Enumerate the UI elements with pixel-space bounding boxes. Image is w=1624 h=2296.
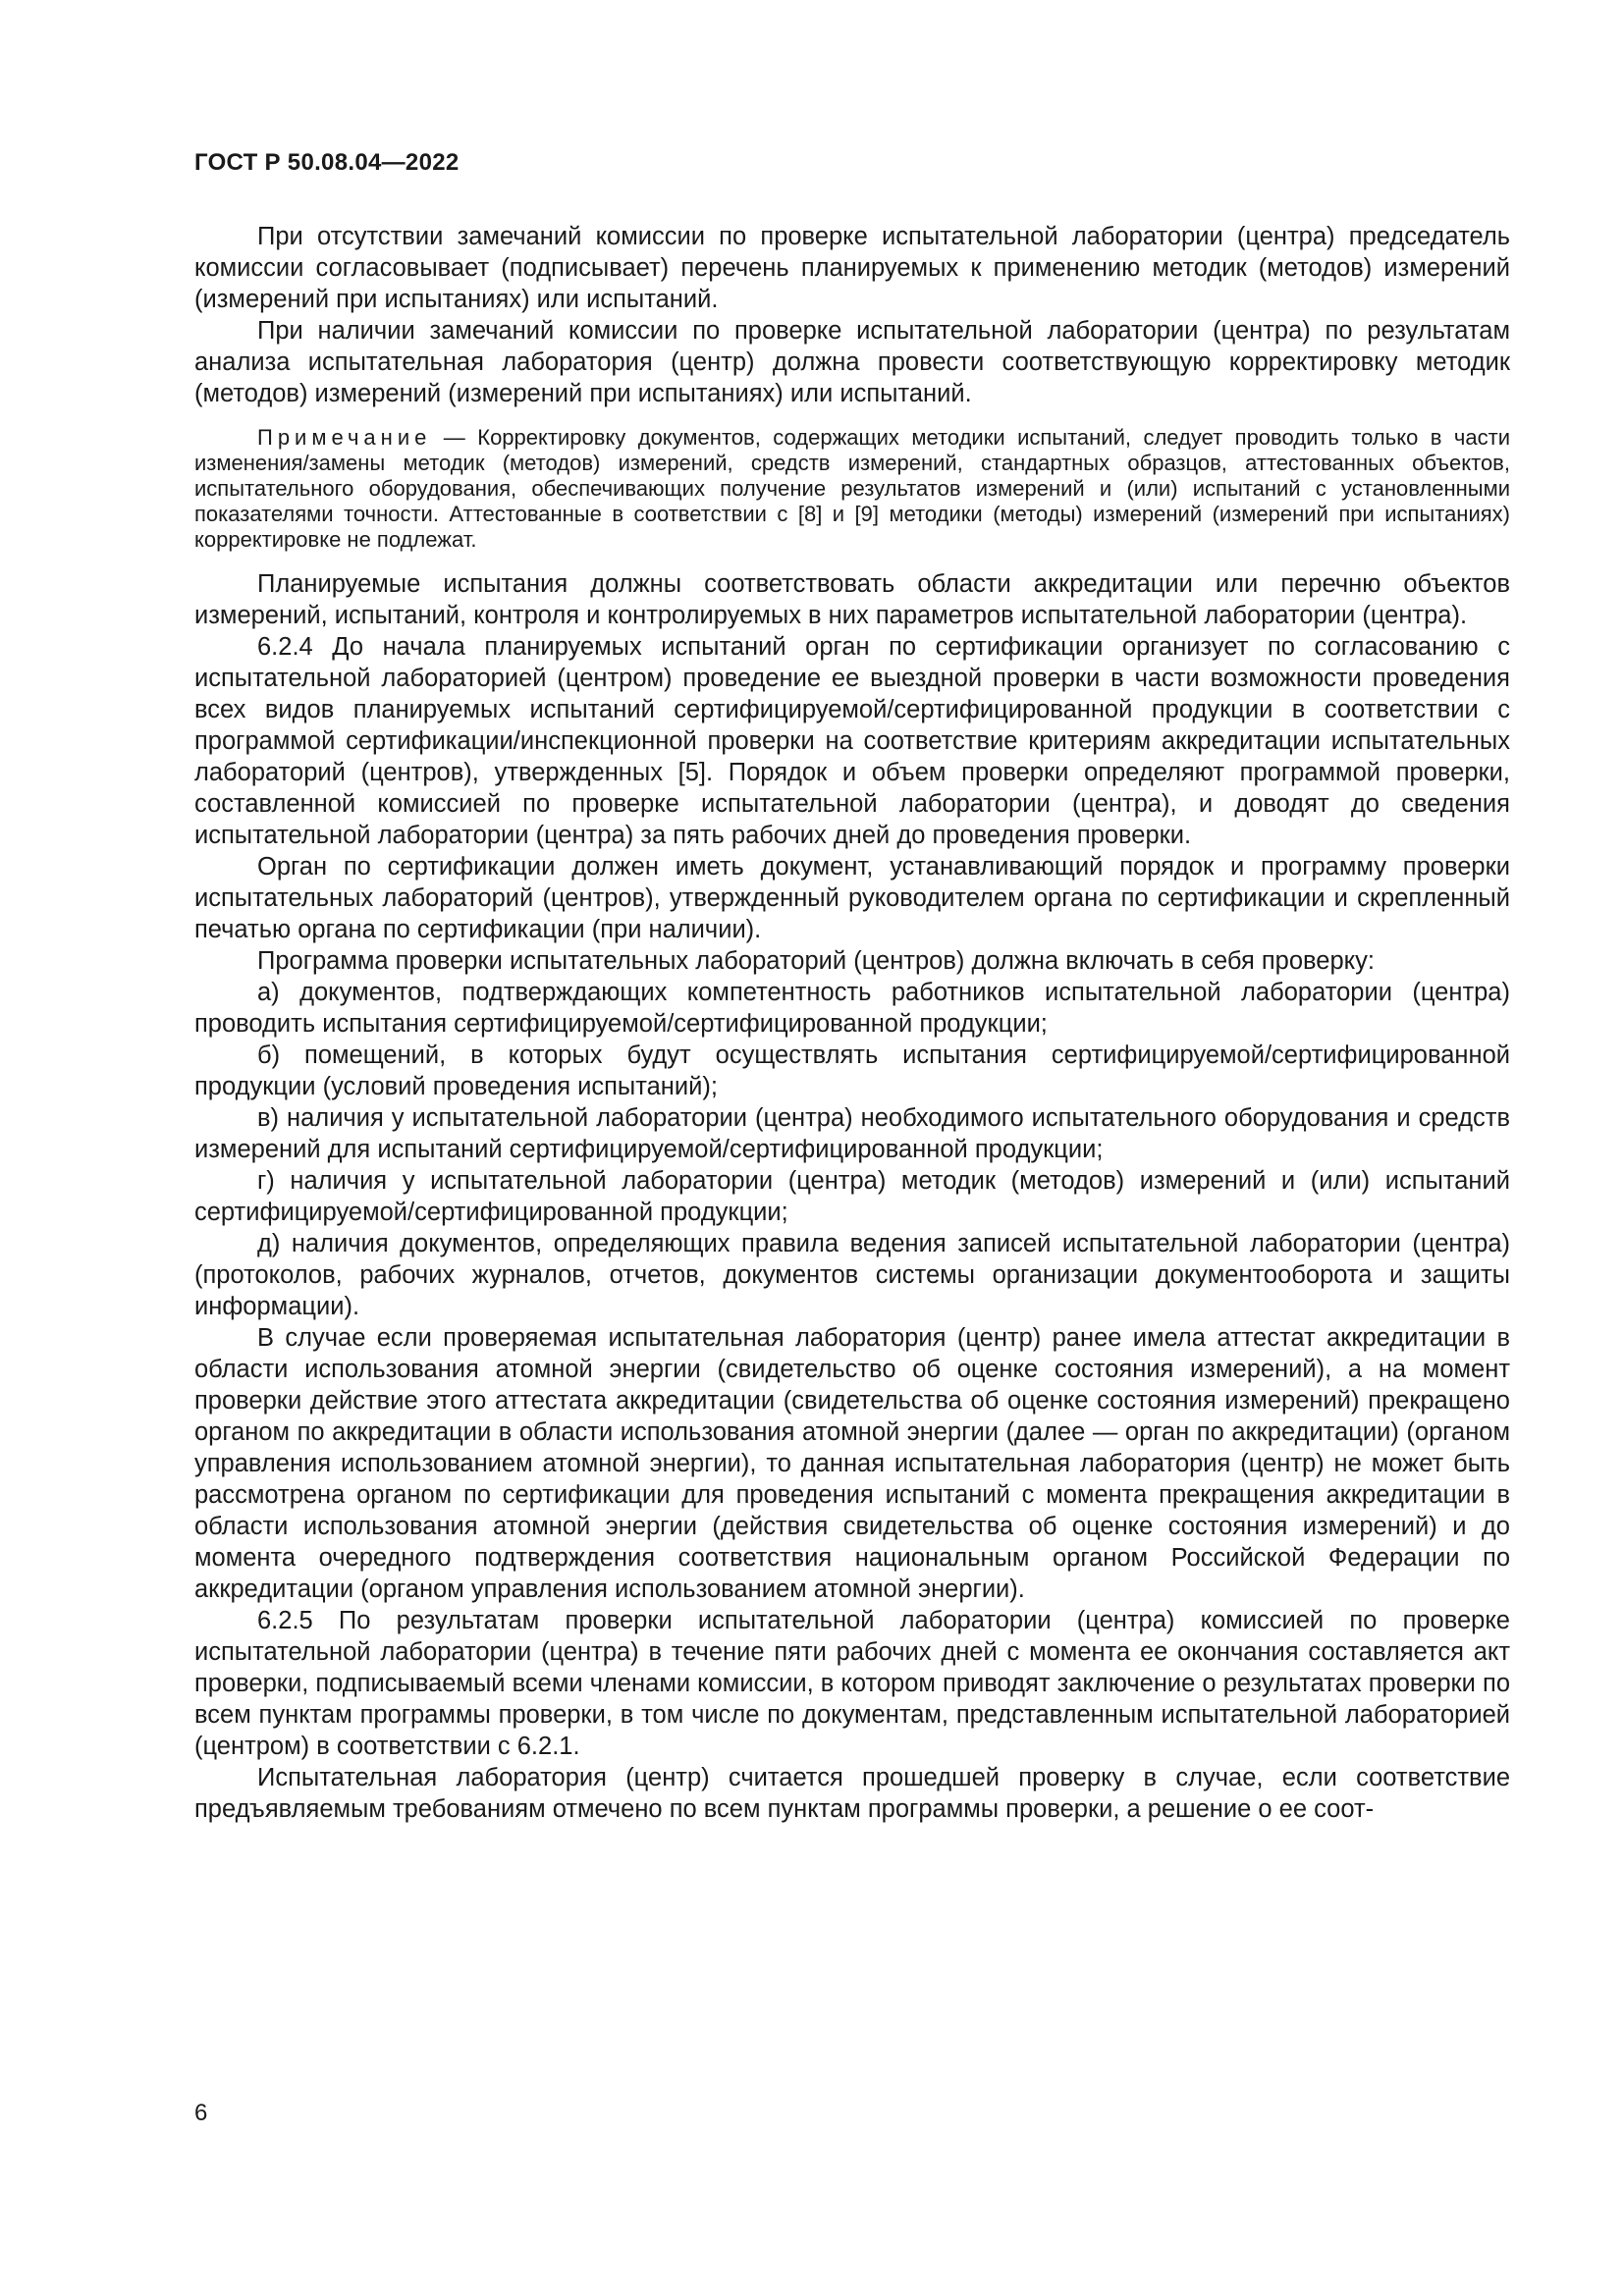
clause-6-2-5: 6.2.5 По результатам проверки испытательной лаборатории (центра) комиссией по проверке испытательной лаборатории (центра) в течение пяти рабочих дней с момента ее окончания составляется акт проверки, подписываемый всеми членами комиссии, в котором приводят заключение о результатах проверки по всем пунктам программы проверки, в том числе по документам, представленным испытательной лабораторией (центром) в соответствии с 6.2.1. [194, 1607, 1510, 1760]
paragraph: При отсутствии замечаний комиссии по проверке испытательной лаборатории (центра) председатель комиссии согласовывает (подписывает) перечень планируемых к применению методик (методов) измерений (измерений при испытаниях) или испытаний. [194, 223, 1510, 313]
list-item-b: б) помещений, в которых будут осуществлять испытания сертифицируемой/сертифицированной продукции (условий проведения испытаний); [194, 1041, 1510, 1100]
paragraph: Орган по сертификации должен иметь документ, устанавливающий порядок и программу проверки испытательных лабораторий (центров), утвержденный руководителем органа по сертификации и скрепленный печатью органа по сертификации (при наличии). [194, 853, 1510, 943]
list-item-g: г) наличия у испытательной лаборатории (центра) методик (методов) измерений и (или) испытаний сертифицируемой/сертифицированной продукции; [194, 1167, 1510, 1226]
paragraph: Испытательная лаборатория (центр) считается прошедшей проверку в случае, если соответствие предъявляемым требованиям отмечено по всем пунктам программы проверки, а решение о ее соот- [194, 1764, 1510, 1823]
list-item-a: а) документов, подтверждающих компетентность работников испытательной лаборатории (центра) проводить испытания сертифицируемой/сертифицированной продукции; [194, 979, 1510, 1038]
page-number: 6 [194, 2100, 208, 2126]
note-text: — Корректировку документов, содержащих методики испытаний, следует проводить только в части изменения/замены методик (методов) измерений, средств измерений, стандартных образцов, аттестованных объектов, испытательного оборудования, обеспечивающих получение результатов измерений и (или) испытаний с установленными показателями точности. Аттестованные в соответствии с [8] и [9] методики (методы) измерений (измерений при испытаниях) корректировке не подлежат. [194, 425, 1510, 552]
paragraph: Программа проверки испытательных лабораторий (центров) должна включать в себя проверку: [257, 947, 1375, 975]
document-header: ГОСТ Р 50.08.04—2022 [194, 149, 460, 176]
paragraph: В случае если проверяемая испытательная лаборатория (центр) ранее имела аттестат аккредитации в области использования атомной энергии (свидетельство об оценке состояния измерений), а на момент проверки действие этого аттестата аккредитации (свидетельства об оценке состояния измерений) прекращено органом по аккредитации в области использования атомной энергии (далее — орган по аккредитации) (органом управления использованием атомной энергии), то данная испытательная лаборатория (центр) не может быть рассмотрена органом по сертификации для проведения испытаний с момента прекращения аккредитации в области использования атомной энергии (действия свидетельства об оценке состояния измерений) и до момента очередного подтверждения соответствия национальным органом Российской Федерации по аккредитации (органом управления использованием атомной энергии). [194, 1324, 1510, 1603]
list-item-d: д) наличия документов, определяющих правила ведения записей испытательной лаборатории (центра) (протоколов, рабочих журналов, отчетов, документов системы организации документооборота и защиты информации). [194, 1230, 1510, 1320]
document-body [194, 221, 1510, 1825]
clause-6-2-4: 6.2.4 До начала планируемых испытаний орган по сертификации организует по согласованию с испытательной лабораторией (центром) проведение ее выездной проверки в части возможности проведения всех видов планируемых испытаний сертифицируемой/сертифицированной продукции в соответствии с программой сертификации/инспекционной проверки на соответствие критериям аккредитации испытательных лабораторий (центров), утвержденных [5]. Порядок и объем проверки определяют программой проверки, составленной комиссией по проверке испытательной лаборатории (центра), и доводят до сведения испытательной лаборатории (центра) за пять рабочих дней до проведения проверки. [194, 633, 1510, 849]
paragraph: Планируемые испытания должны соответствовать области аккредитации или перечню объектов измерений, испытаний, контроля и контролируемых в них параметров испытательной лаборатории (центра). [194, 570, 1510, 629]
list-item-v: в) наличия у испытательной лаборатории (центра) необходимого испытательного оборудования и средств измерений для испытаний сертифицируемой/сертифицированной продукции; [194, 1104, 1510, 1163]
note [194, 425, 1510, 553]
paragraph: При наличии замечаний комиссии по проверке испытательной лаборатории (центра) по результатам анализа испытательная лаборатория (центр) должна провести соответствующую корректировку методик (методов) измерений (измерений при испытаниях) или испытаний. [194, 317, 1510, 407]
note-label: Примечание [257, 425, 432, 450]
